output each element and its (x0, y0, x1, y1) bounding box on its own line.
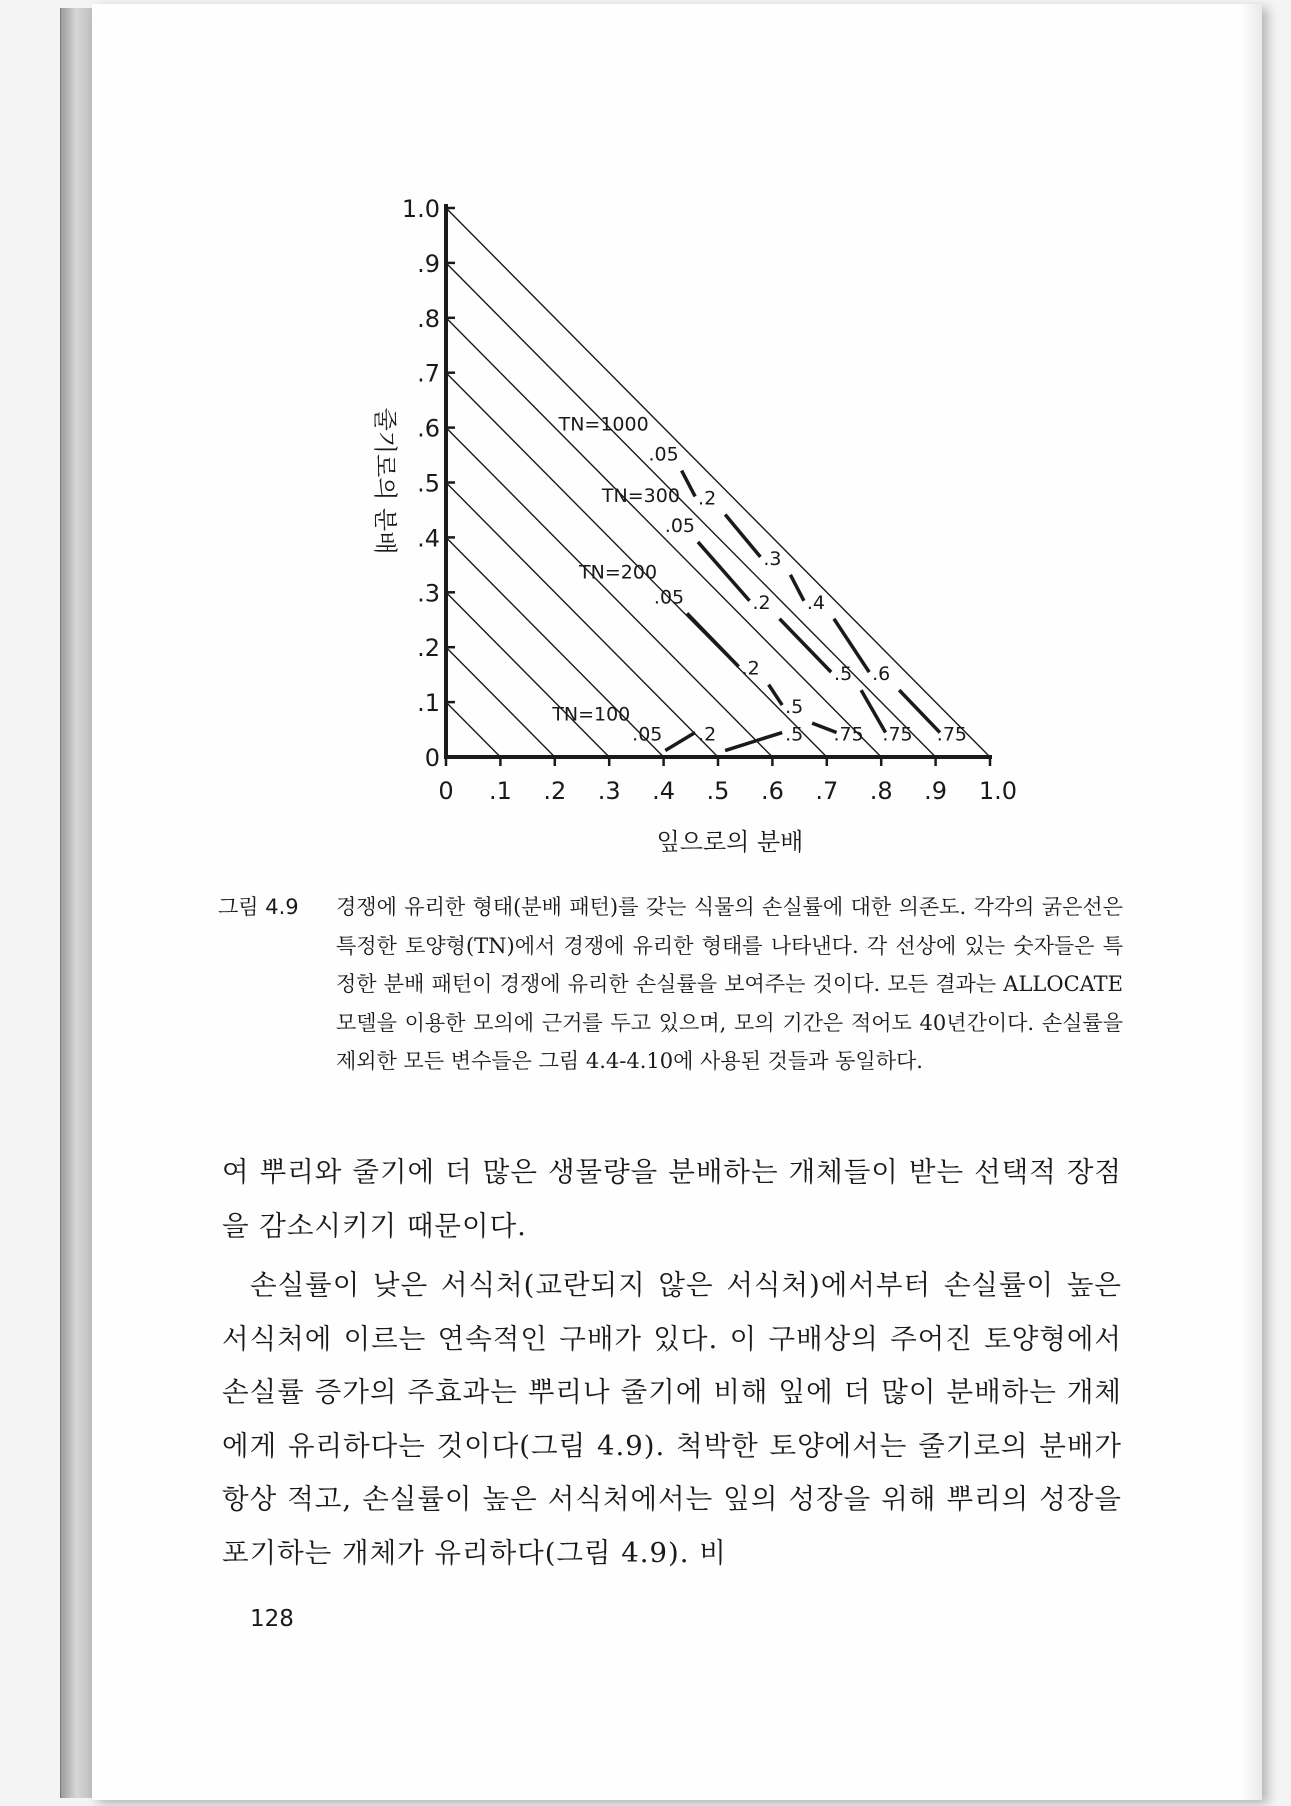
y-tick-label: .1 (417, 689, 440, 718)
paragraph-2: 손실률이 낮은 서식처(교란되지 않은 서식처)에서부터 손실률이 높은 서식처에 이르는 연속적인 구배가 있다. 이 구배상의 주어진 토양형에서 손실률 증가의 주효과는 뿌리나 줄기에 비해 잎에 더 많이 분배하는 개체에게 유리하다는 것이다(그림 4.9). 척박한 토양에서는 줄기로의 분배가 항상 적고, 손실률이 높은 서식처에서는 잎의 성장을 위해 뿌리의 성장을 포기하는 개체가 유리하다(그림 4.9). 비 (222, 1269, 1122, 1569)
tn-series (551, 414, 967, 751)
series-segment (698, 542, 750, 601)
constraint-line-8 (446, 318, 881, 757)
point-label: .2 (752, 591, 771, 614)
caption-text: 경쟁에 유리한 형태(분배 패턴)를 갖는 식물의 손실률에 대한 의존도. 각각의 굵은선은 특정한 토양형(TN)에서 경쟁에 유리한 형태를 나타낸다. 각 선상에 있는 숫자들은 특정한 분배 패턴이 경쟁에 유리한 손실률을 보여주는 것이다. 모든 결과는 ALLOCATE 모델을 이용한 모의에 근거를 두고 있으며, 모의 기간은 적어도 40년간이다. 손실률을 제외한 모든 변수들은 그림 4.4-4.10에 사용된 것들과 동일하다. (336, 895, 1123, 1073)
constraint-line-9 (446, 263, 936, 757)
point-label: .5 (785, 723, 804, 746)
y-tick-labels (402, 195, 440, 772)
point-label: .2 (698, 723, 717, 746)
constraint-line-2 (446, 647, 555, 757)
point-label: .5 (834, 663, 853, 686)
y-axis-label: 줄기로의 분배 (371, 407, 399, 555)
series-name-label: TN=300 (601, 484, 680, 507)
x-tick-label: 1.0 (978, 777, 1018, 805)
point-label: .2 (741, 657, 760, 680)
x-tick-label: .7 (815, 777, 839, 805)
y-tick-label: 0 (424, 744, 440, 772)
point-label: .05 (632, 723, 663, 746)
series-segment (790, 575, 804, 601)
series-segment (780, 619, 832, 672)
figure-caption (218, 888, 1123, 1081)
point-label: .4 (806, 591, 825, 614)
x-tick-label: .1 (488, 777, 512, 805)
constraint-line-1 (446, 702, 500, 757)
point-label: .5 (785, 696, 804, 719)
body-text (222, 1146, 1122, 1580)
page-number: 128 (250, 1606, 294, 1632)
series-segment (665, 733, 695, 751)
y-tick-label: .6 (417, 414, 440, 443)
constraint-lines (446, 208, 990, 757)
point-label: .75 (833, 723, 864, 746)
y-tick-label: .4 (417, 524, 440, 553)
series-name-label: TN=200 (579, 561, 658, 584)
point-label: .05 (653, 586, 685, 609)
y-tick-label: .5 (417, 469, 440, 498)
y-tick-label: .2 (417, 634, 440, 663)
x-tick-labels (438, 777, 1017, 805)
x-tick-label: 0 (438, 777, 454, 805)
series-segment (682, 471, 696, 497)
paragraph-1: 여 뿌리와 줄기에 더 많은 생물량을 분배하는 개체들이 받는 선택적 장점을 감소시키기 때문이다. (222, 1156, 1122, 1242)
x-axis-label: 잎으로의 분배 (656, 828, 804, 856)
x-tick-label: .3 (597, 777, 621, 805)
series-tn-300 (601, 485, 913, 746)
point-label: .3 (763, 547, 782, 570)
series-name-label: TN=1000 (558, 413, 649, 436)
point-label: .75 (936, 723, 968, 746)
constraint-line-3 (446, 592, 609, 757)
x-tick-label: .6 (760, 777, 784, 805)
y-tick-label: .7 (417, 359, 440, 388)
series-tn-100 (551, 704, 803, 751)
x-tick-label: .2 (543, 777, 567, 805)
series-segment (725, 733, 782, 751)
point-label: .05 (664, 514, 696, 537)
point-label: .6 (872, 663, 891, 686)
series-segment (769, 685, 783, 705)
x-tick-label: .9 (924, 777, 948, 805)
caption-label: 그림 4.9 (218, 895, 299, 919)
point-label: .05 (648, 443, 679, 466)
x-tick-label: .8 (869, 777, 893, 805)
y-tick-label: .8 (417, 304, 440, 333)
x-tick-label: .4 (652, 777, 676, 805)
point-label: .75 (882, 723, 913, 746)
x-tick-label: .5 (706, 777, 730, 805)
y-tick-label: 1.0 (401, 195, 440, 223)
series-name-label: TN=100 (552, 703, 631, 726)
y-tick-label: .3 (417, 579, 440, 608)
series-segment (687, 613, 739, 666)
point-label: .2 (698, 487, 717, 510)
y-tick-label: .9 (417, 249, 440, 278)
